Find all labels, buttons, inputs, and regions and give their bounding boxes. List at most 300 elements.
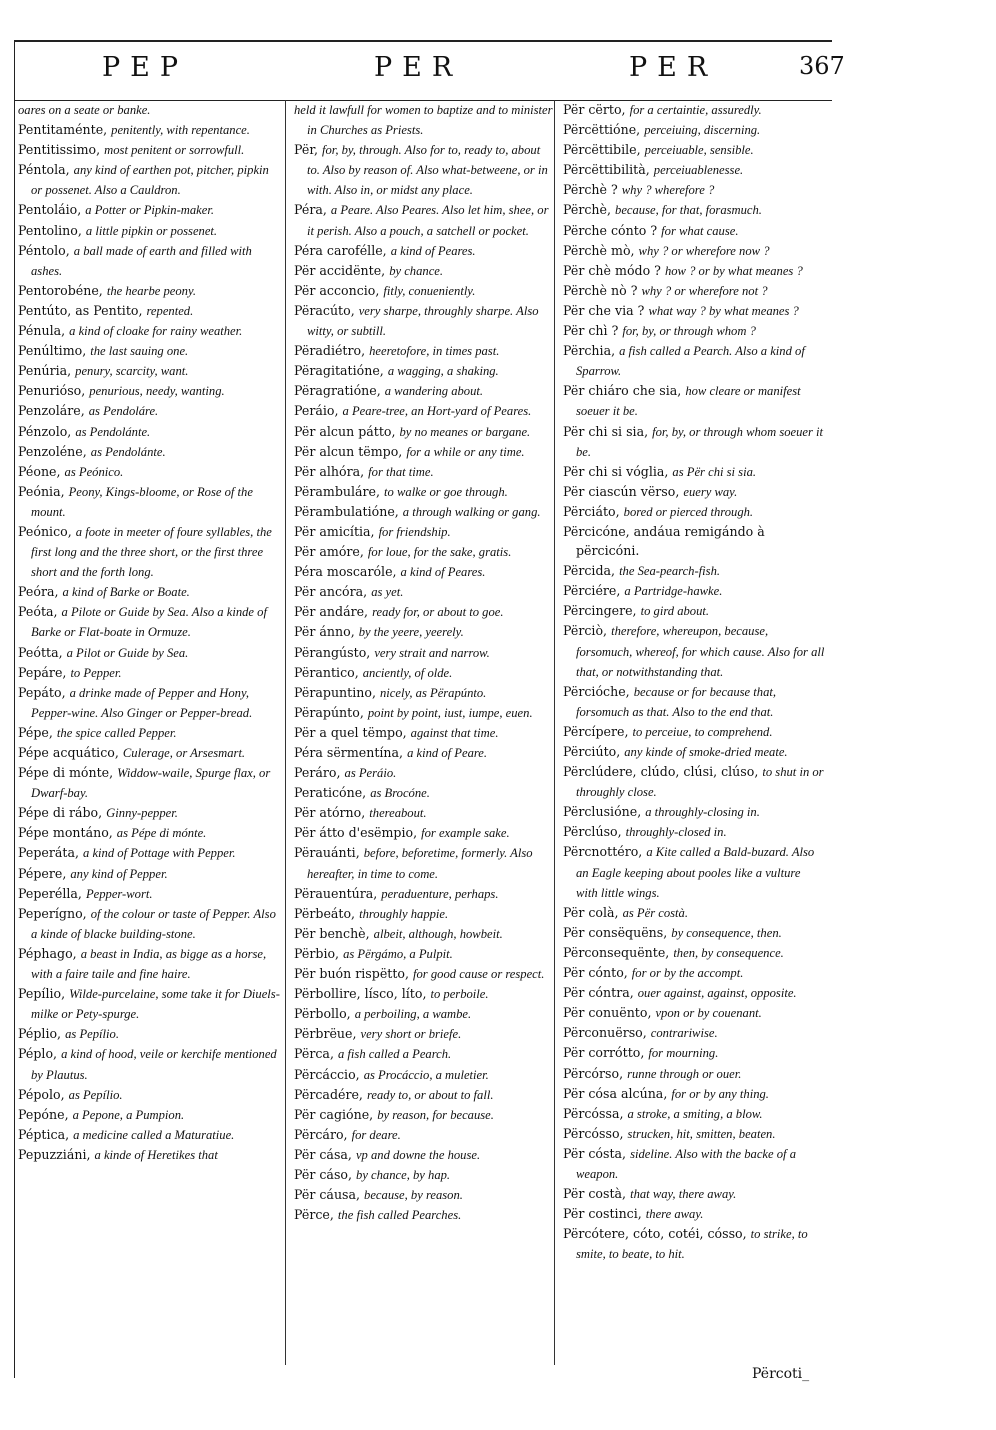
entry-gloss: bored or pierced through.: [623, 504, 754, 519]
entry-headword: Përcióche,: [563, 683, 630, 699]
dictionary-entry: [563, 140, 825, 160]
dictionary-entry: [18, 904, 280, 944]
entry-gloss: by the yeere, yeerely.: [358, 625, 464, 640]
dictionary-entry: [563, 1184, 825, 1204]
entry-headword: Përcëttibilità,: [563, 162, 650, 178]
dictionary-entry: [18, 1024, 280, 1044]
entry-headword: Për corrótto,: [563, 1045, 645, 1061]
entry-gloss: as Për chi si sia.: [672, 464, 757, 479]
dictionary-entry: [18, 361, 280, 381]
dictionary-entry: [294, 502, 556, 522]
entry-gloss: as Pendolánte.: [75, 424, 151, 439]
entry-gloss: a Pilote or Guide by Sea. Also a kinde of Barke or Flat-boate in Ormuze.: [31, 605, 267, 640]
entry-gloss: for or by any thing.: [671, 1086, 769, 1101]
entry-headword: Përcëttióne,: [563, 122, 641, 138]
entry-headword: Përcórso,: [563, 1065, 624, 1081]
entry-gloss: thereabout.: [369, 806, 427, 821]
entry-headword: Përcingere,: [563, 603, 637, 619]
entry-gloss: Widdow-waile, Spurge flax, or Dwarf-bay.: [31, 766, 271, 801]
dictionary-entry: [563, 381, 825, 421]
entry-gloss: for friendship.: [378, 524, 451, 539]
entry-headword: Përbollire, lísco, líto,: [294, 986, 427, 1002]
entry-gloss: very sharpe, throughly sharpe. Also witty, or subtill.: [307, 303, 539, 339]
entry-gloss: ouer against, against, opposite.: [637, 986, 797, 1001]
entry-headword: Për cónto,: [563, 965, 628, 981]
entry-gloss: for deare.: [351, 1127, 401, 1142]
dictionary-entry: [18, 221, 280, 241]
dictionary-entry: [294, 622, 556, 642]
dictionary-entry: [18, 301, 280, 321]
entry-headword: Péntola,: [18, 162, 70, 178]
entry-gloss: what way ? by what meanes ?: [648, 303, 799, 318]
dictionary-entry: [18, 723, 280, 743]
entry-gloss: Peony, Kings-bloome, or Rose of the mount.: [31, 484, 253, 519]
entry-headword: Për colà,: [563, 904, 619, 920]
entry-gloss: because or for because that, forsomuch as that. Also to the end that.: [576, 684, 777, 719]
entry-gloss: a beast in India, as bigge as a horse, with a faire taile and fine haire.: [31, 946, 267, 982]
entry-headword: Péra,: [294, 202, 327, 218]
entry-headword: Pépere,: [18, 865, 67, 881]
entry-gloss: ready for, or about to goe.: [372, 605, 504, 620]
entry-headword: Për amóre,: [294, 544, 364, 560]
entry-headword: Pentoláio,: [18, 202, 82, 218]
entry-gloss: penurious, needy, wanting.: [89, 384, 225, 399]
entry-gloss: a Partridge-hawke.: [624, 584, 723, 599]
entry-headword: Për chè módo ?: [563, 262, 661, 278]
entry-gloss: there away.: [645, 1207, 704, 1222]
dictionary-entry: [294, 301, 556, 341]
entry-headword: Përciúto,: [563, 744, 621, 759]
entry-gloss: ready to, or about to fall.: [366, 1087, 494, 1102]
entry-gloss: Culerage, or Arsesmart.: [122, 746, 246, 760]
dictionary-entry: [18, 381, 280, 401]
dictionary-entry: [294, 1105, 556, 1125]
entry-gloss: fitly, conueniently.: [383, 283, 476, 298]
entry-headword: Pénzolo,: [18, 423, 72, 439]
dictionary-entry: [563, 502, 825, 522]
entry-gloss: for what cause.: [661, 223, 739, 238]
entry-gloss: most penitent or sorrowfull.: [104, 143, 245, 158]
entry-gloss: a Pepone, a Pumpion.: [72, 1107, 185, 1122]
entry-headword: Përca,: [294, 1046, 334, 1062]
entry-gloss: to perceiue, to comprehend.: [632, 724, 773, 739]
dictionary-entry: [563, 802, 825, 822]
entry-gloss: a wagging, a shaking.: [387, 364, 499, 379]
entry-gloss: Wilde-purcelaine, some take it for Diuels-milke or Pety-spurge.: [31, 987, 280, 1022]
dictionary-entry: [563, 822, 825, 842]
entry-gloss: the Sea-pearch-fish.: [619, 564, 721, 579]
entry-headword: Përclusióne,: [563, 804, 642, 820]
entry-gloss: a ball made of earth and filled with ashes.: [31, 243, 252, 278]
header-right-word: PER: [629, 52, 718, 83]
entry-headword: Përauánti,: [294, 845, 360, 861]
entry-gloss: against that time.: [410, 725, 499, 740]
entry-headword: Përapuntino,: [294, 684, 376, 700]
dictionary-entry: [18, 843, 280, 863]
entry-headword: Përciére,: [563, 583, 621, 599]
dictionary-entry: [18, 442, 280, 462]
dictionary-entry: [563, 422, 825, 462]
entry-gloss: by chance.: [389, 263, 444, 278]
catchword: Përcoti_: [752, 1366, 810, 1382]
dictionary-entry: [18, 944, 280, 984]
entry-headword: Për buón rispëtto,: [294, 966, 409, 982]
entry-gloss: by chance, by hap.: [356, 1167, 451, 1182]
entry-headword: Pentitissimo,: [18, 142, 101, 158]
entry-headword: Përclúso,: [563, 824, 622, 840]
entry-gloss: oares on a seate or banke.: [18, 103, 151, 117]
entry-headword: Peóta,: [18, 604, 58, 620]
entry-gloss: how ? or by what meanes ?: [664, 263, 803, 278]
dictionary-entry: [563, 160, 825, 180]
dictionary-entry: [563, 601, 825, 621]
dictionary-entry: [294, 663, 556, 683]
entry-headword: Peónico,: [18, 523, 72, 539]
entry-gloss: as Peónico.: [64, 464, 124, 479]
dictionary-entry: [563, 682, 825, 722]
dictionary-entry: [294, 683, 556, 703]
dictionary-entry: [18, 241, 280, 281]
entry-headword: Për amicítia,: [294, 523, 375, 539]
dictionary-column-2: [294, 100, 556, 1365]
entry-headword: Përapúnto,: [294, 704, 364, 720]
dictionary-entry: [563, 1064, 825, 1084]
entry-gloss: a wandering about.: [384, 384, 484, 399]
entry-headword: Përbeáto,: [294, 905, 356, 921]
entry-gloss: vp and downe the house.: [355, 1147, 481, 1162]
header-left-word: PEP: [102, 52, 189, 83]
dictionary-entry: [18, 120, 280, 140]
entry-headword: Pepóne,: [18, 1106, 69, 1122]
entry-gloss: a kind of cloake for rainy weather.: [69, 324, 243, 339]
entry-gloss: for that time.: [368, 464, 434, 479]
entry-headword: Péplio,: [18, 1026, 62, 1042]
entry-gloss: a Pilot or Guide by Sea.: [66, 645, 189, 660]
entry-gloss: contrariwise.: [650, 1026, 718, 1041]
dictionary-entry: [294, 140, 556, 200]
entry-headword: Penurióso,: [18, 383, 86, 399]
dictionary-entry: [294, 381, 556, 401]
header-center-word: PER: [374, 52, 463, 83]
dictionary-entry: [563, 100, 825, 120]
entry-headword: Përce,: [294, 1207, 334, 1223]
entry-headword: Pentorobéne,: [18, 282, 103, 298]
entry-gloss: how cleare or manifest soeuer it be.: [576, 384, 801, 419]
dictionary-entry: [563, 261, 825, 281]
entry-gloss: peraduenture, perhaps.: [381, 886, 499, 901]
entry-headword: Përcípere,: [563, 723, 629, 739]
entry-headword: Për cáso,: [294, 1166, 352, 1182]
dictionary-entry: [563, 1043, 825, 1063]
entry-headword: Për cërto,: [563, 102, 626, 117]
entry-gloss: to strike, to smite, to beate, to hit.: [576, 1227, 808, 1262]
entry-headword: Përciò,: [563, 623, 608, 639]
entry-headword: Peónia,: [18, 483, 65, 499]
running-header: [14, 40, 845, 101]
entry-gloss: held it lawfull for women to baptize and to minister in Churches as Priests.: [294, 103, 553, 138]
dictionary-entry: [563, 762, 825, 802]
entry-headword: Përambulatióne,: [294, 503, 399, 519]
entry-headword: Për costinci,: [563, 1206, 642, 1222]
entry-gloss: that way, there away.: [630, 1187, 737, 1202]
dictionary-entry: [294, 743, 556, 763]
entry-headword: Përclúdere, clúdo, clúsi, clúso,: [563, 764, 759, 780]
dictionary-entry: [294, 763, 556, 783]
entry-headword: Peráio,: [294, 403, 339, 419]
entry-headword: Peóra,: [18, 584, 59, 600]
entry-gloss: by no meanes or bargane.: [399, 424, 531, 439]
entry-headword: Péra moscaróle,: [294, 564, 397, 580]
dictionary-entry: [563, 963, 825, 983]
entry-gloss: why ? or wherefore now ?: [638, 243, 770, 258]
dictionary-entry: [294, 1085, 556, 1105]
entry-headword: Përcáro,: [294, 1126, 348, 1142]
entry-headword: Péptica,: [18, 1126, 70, 1142]
dictionary-entry: [18, 864, 280, 884]
dictionary-entry: [294, 1024, 556, 1044]
entry-gloss: nicely, as Përapúnto.: [379, 685, 487, 700]
entry-gloss: runne through or ouer.: [627, 1066, 742, 1081]
dictionary-entry: [563, 1124, 825, 1144]
entry-headword: Penzoláre,: [18, 403, 85, 419]
entry-gloss: as Për costà.: [622, 905, 688, 920]
entry-headword: Përacúto,: [294, 302, 355, 318]
entry-gloss: for mourning.: [648, 1046, 719, 1061]
dictionary-entry: [563, 301, 825, 321]
entry-headword: Peráro,: [294, 765, 341, 781]
entry-gloss: a Peare. Also Peares. Also let him, shee, or it perish. Also a pouch, a satchell or pocket.: [307, 203, 549, 238]
entry-gloss: why ? wherefore ?: [621, 183, 715, 198]
dictionary-entry: [18, 1125, 280, 1145]
dictionary-entry: [18, 582, 280, 602]
dictionary-entry: [294, 562, 556, 582]
dictionary-column-3: [563, 100, 825, 1365]
dictionary-entry: [18, 1145, 280, 1165]
entry-gloss: as Brocóne.: [370, 786, 430, 801]
entry-gloss: throughly happie.: [359, 906, 449, 921]
dictionary-entry: [563, 903, 825, 923]
entry-gloss: Ginny-pepper.: [106, 806, 178, 821]
entry-headword: Për alcun pátto,: [294, 423, 396, 439]
entry-headword: Për cósta,: [563, 1145, 627, 1161]
entry-gloss: for, by, or through whom soeuer it be.: [576, 424, 824, 459]
entry-gloss: strucken, hit, smitten, beaten.: [627, 1126, 776, 1141]
dictionary-entry: [294, 401, 556, 421]
entry-gloss: euery way.: [683, 484, 738, 499]
dictionary-entry: [18, 663, 280, 683]
dictionary-entry: [294, 1065, 556, 1085]
dictionary-column-1: [18, 100, 280, 1365]
dictionary-entry: [563, 482, 825, 502]
entry-gloss: a perboiling, a wambe.: [354, 1007, 472, 1022]
entry-headword: Përconsequënte,: [563, 944, 670, 960]
entry-headword: Përbio,: [294, 945, 340, 961]
dictionary-entry: [294, 422, 556, 442]
entry-gloss: before, beforetime, formerly. Also hereafter, in time to come.: [307, 846, 533, 881]
entry-headword: Për conuënto,: [563, 1005, 652, 1021]
entry-gloss: to perboile.: [430, 987, 489, 1002]
entry-gloss: as Pépe di mónte.: [116, 826, 207, 841]
entry-headword: Përbollo,: [294, 1006, 351, 1022]
entry-gloss: by reason, for because.: [377, 1107, 494, 1122]
entry-headword: Përcëttibile,: [563, 142, 641, 158]
entry-headword: Për chi si sia,: [563, 423, 649, 439]
entry-gloss: repented.: [146, 303, 194, 318]
entry-headword: Pepílio,: [18, 986, 66, 1002]
entry-headword: Për chiáro che sia,: [563, 383, 682, 399]
dictionary-entry: [563, 200, 825, 220]
dictionary-entry: [563, 621, 825, 681]
entry-headword: Përbrëue,: [294, 1026, 357, 1042]
dictionary-entry: [294, 1145, 556, 1165]
dictionary-entry: [294, 341, 556, 361]
dictionary-entry: [18, 422, 280, 442]
entry-headword: Për accidënte,: [294, 262, 386, 278]
entry-headword: Për consëquëns,: [563, 924, 668, 940]
entry-headword: Përcósso,: [563, 1125, 624, 1141]
dictionary-entry: [563, 1023, 825, 1043]
entry-gloss: then, by consequence.: [673, 945, 784, 960]
dictionary-entry: [294, 200, 556, 240]
dictionary-entry: [563, 1084, 825, 1104]
entry-headword: Përcóssa,: [563, 1105, 624, 1121]
dictionary-entry: [294, 602, 556, 622]
dictionary-entry: [563, 1104, 825, 1124]
entry-gloss: as Pendoláre.: [88, 404, 159, 419]
dictionary-entry: [563, 462, 825, 482]
entry-headword: Péra carofélle,: [294, 242, 387, 258]
entry-gloss: as Pepílio.: [65, 1027, 119, 1042]
dictionary-entry: [563, 722, 825, 742]
entry-headword: Për átto d'esëmpio,: [294, 825, 418, 841]
entry-headword: Përcnottéro,: [563, 844, 643, 860]
entry-gloss: to walke or goe through.: [384, 484, 508, 499]
dictionary-entry: [294, 100, 556, 140]
entry-headword: Për ciascún vërso,: [563, 483, 680, 499]
entry-gloss: sideline. Also with the backe of a weapon.: [576, 1146, 796, 1181]
entry-headword: Peperélla,: [18, 885, 82, 901]
entry-gloss: anciently, of olde.: [362, 665, 453, 680]
dictionary-entry: [294, 984, 556, 1004]
entry-gloss: as Pendolánte.: [90, 444, 166, 459]
entry-gloss: as Peráio.: [344, 766, 397, 781]
entry-gloss: why ? or wherefore not ?: [641, 283, 768, 298]
dictionary-entry: [18, 743, 280, 763]
entry-headword: Péphago,: [18, 945, 77, 961]
dictionary-entry: [294, 482, 556, 502]
entry-headword: Për a quel tëmpo,: [294, 724, 407, 740]
entry-headword: Për alcun tëmpo,: [294, 443, 403, 459]
dictionary-entry: [18, 602, 280, 642]
entry-gloss: a drinke made of Pepper and Hony, Pepper-wine. Also Ginger or Pepper-bread.: [31, 685, 253, 720]
entry-gloss: for, by, through. Also for to, ready to, about to. Also by reason of. Also what-betweene, or in with. Also in, or midst any place.: [307, 143, 548, 198]
entry-headword: Për cósa alcúna,: [563, 1085, 668, 1101]
dictionary-entry: [294, 1004, 556, 1024]
entry-gloss: a Potter or Pipkin-maker.: [85, 203, 214, 218]
dictionary-entry: [563, 923, 825, 943]
entry-gloss: Pepper-wort.: [85, 886, 153, 901]
dictionary-entry: [18, 401, 280, 421]
entry-gloss: for or by the accompt.: [631, 966, 744, 981]
entry-headword: Pentitaménte,: [18, 122, 108, 138]
dictionary-entry: [18, 281, 280, 301]
dictionary-entry: [294, 462, 556, 482]
entry-gloss: the hearbe peony.: [106, 283, 197, 298]
entry-headword: Përagitatióne,: [294, 363, 384, 379]
page-number: 367: [799, 52, 845, 80]
entry-headword: Përchè ?: [563, 182, 618, 198]
entry-gloss: the last sauing one.: [90, 344, 189, 359]
entry-gloss: because, for that, forasmuch.: [615, 203, 762, 218]
dictionary-entry: [563, 983, 825, 1003]
dictionary-entry: [563, 1224, 825, 1264]
entry-gloss: a kind of Peares.: [390, 243, 476, 258]
dictionary-entry: [18, 643, 280, 663]
entry-headword: Për cása,: [294, 1146, 352, 1162]
dictionary-entry: [18, 1085, 280, 1105]
entry-gloss: any kind of Pepper.: [70, 866, 168, 881]
entry-gloss: throughly-closed in.: [625, 825, 727, 840]
dictionary-entry: [294, 904, 556, 924]
dictionary-entry: [18, 200, 280, 220]
entry-gloss: any kinde of smoke-dried meate.: [624, 745, 788, 759]
dictionary-entry: [563, 341, 825, 381]
entry-gloss: very short or briefe.: [360, 1027, 462, 1042]
entry-headword: Përchè mò,: [563, 242, 635, 258]
entry-headword: Për benchè,: [294, 925, 370, 941]
entry-gloss: a kind of Pottage with Pepper.: [83, 846, 236, 861]
entry-headword: Për ánno,: [294, 624, 355, 640]
entry-gloss: for loue, for the sake, gratis.: [367, 545, 512, 560]
entry-headword: Përchè,: [563, 202, 612, 218]
entry-headword: Përagratióne,: [294, 383, 381, 399]
entry-headword: Përauentúra,: [294, 885, 378, 901]
dictionary-entry: [563, 241, 825, 261]
dictionary-entry: [563, 281, 825, 301]
entry-gloss: a little pipkin or possenet.: [85, 223, 218, 238]
entry-gloss: perceiuablenesse.: [653, 163, 744, 178]
entry-headword: Përantico,: [294, 664, 359, 680]
entry-headword: Përciáto,: [563, 503, 620, 519]
dictionary-entry: [563, 742, 825, 762]
dictionary-entry: [18, 482, 280, 522]
entry-headword: Peperáta,: [18, 845, 79, 861]
entry-headword: Për acconcio,: [294, 282, 380, 298]
entry-headword: Péplo,: [18, 1046, 58, 1062]
entry-headword: Pépe di rábo,: [18, 805, 103, 821]
dictionary-entry: [294, 723, 556, 743]
entry-gloss: to gird about.: [640, 604, 710, 619]
entry-headword: Për andáre,: [294, 604, 369, 620]
entry-gloss: a kind of hood, veile or kerchife mentioned by Plautus.: [31, 1047, 277, 1082]
entry-headword: Përconuërso,: [563, 1025, 647, 1041]
entry-gloss: to shut in or throughly close.: [576, 765, 824, 800]
entry-headword: Përcicóne, andáua remigándo à përcicóni.: [563, 523, 765, 559]
entry-headword: Pépe,: [18, 724, 53, 740]
dictionary-entry: [294, 261, 556, 281]
dictionary-entry: [294, 884, 556, 904]
dictionary-entry: [294, 1125, 556, 1145]
entry-headword: Péntolo,: [18, 242, 70, 258]
dictionary-entry: [294, 643, 556, 663]
entry-gloss: a throughly-closing in.: [645, 805, 760, 820]
entry-gloss: as yet.: [371, 585, 404, 600]
entry-headword: Për costà,: [563, 1186, 627, 1202]
entry-headword: Péra sërmentína,: [294, 745, 404, 760]
entry-headword: Péone,: [18, 463, 61, 479]
entry-gloss: point by point, iust, iumpe, euen.: [367, 705, 533, 720]
entry-headword: Për chì ?: [563, 323, 619, 339]
